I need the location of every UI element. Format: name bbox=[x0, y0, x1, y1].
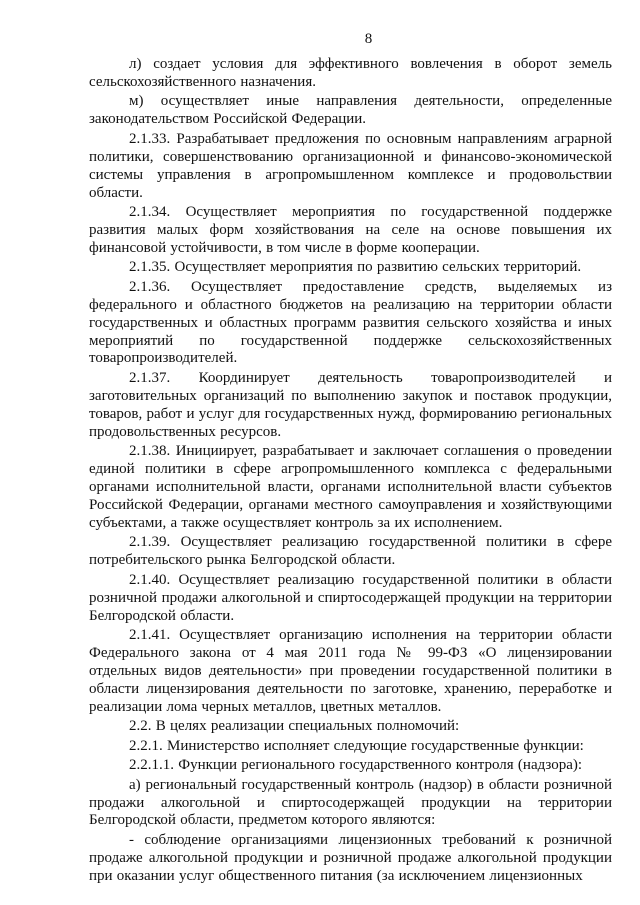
paragraph-dash-1: - соблюдение организациями лицензионных требований к розничной продаже алкогольной продукции и розничной продаже алкогольной продукции при оказании услуг общественного питания (за исключением лицензионных bbox=[89, 831, 612, 884]
paragraph-l: л) создает условия для эффективного вовлечения в оборот земель сельскохозяйственного назначения. bbox=[89, 56, 612, 90]
paragraph-2-1-39: 2.1.39. Осуществляет реализацию государственной политики в сфере потребительского рынка Белгородской области. bbox=[89, 534, 612, 569]
paragraph-2-1-41: 2.1.41. Осуществляет организацию исполнения на территории области Федерального закона от 4 мая 2011 года № 99-ФЗ «О лицензировании отдельных видов деятельности» при проведении государственной политики в области лицензирования деятельности по заготовке, хранению, переработке и реализации лома черных металлов, цветных металлов. bbox=[89, 627, 612, 715]
paragraph-2-1-37: 2.1.37. Координирует деятельность товаропроизводителей и заготовительных организаций по выполнению закупок и поставок продукции, товаров, работ и услуг для государственных нужд, формированию региональных продовольственных ресурсов. bbox=[89, 369, 612, 440]
page-number: 8 bbox=[364, 31, 373, 47]
paragraph-2-1-34: 2.1.34. Осуществляет мероприятия по государственной поддержке развития малых форм хозяйствования на селе на основе повышения их финансовой устойчивости, в том числе в форме кооперации. bbox=[89, 204, 612, 256]
paragraph-2-1-35: 2.1.35. Осуществляет мероприятия по развитию сельских территорий. bbox=[129, 259, 582, 276]
paragraph-2-1-33: 2.1.33. Разрабатывает предложения по основным направлениям аграрной политики, совершенствованию организационной и финансово-экономической системы управления в агропромышленном комплексе и продовольствии области. bbox=[89, 130, 612, 201]
paragraph-a: а) региональный государственный контроль (надзор) в области розничной продажи алкогольной и спиртосодержащей продукции на территории Белгородской области, предметом которого являются: bbox=[89, 776, 612, 829]
paragraph-2-2: 2.2. В целях реализации специальных полномочий: bbox=[129, 718, 460, 735]
paragraph-2-2-1: 2.2.1. Министерство исполняет следующие государственные функции: bbox=[129, 737, 584, 754]
paragraph-2-1-40: 2.1.40. Осуществляет реализацию государственной политики в области розничной продажи алкогольной и спиртосодержащей продукции на территории Белгородской области. bbox=[89, 571, 612, 624]
paragraph-2-1-36: 2.1.36. Осуществляет предоставление средств, выделяемых из федерального и областного бюджетов на реализацию на территории области государственных и областных программ развития сельского хозяйства и иных мероприятий по государственной поддержке сельскохозяйственных товаропроизводителей. bbox=[89, 278, 612, 367]
paragraph-2-2-1-1: 2.2.1.1. Функции регионального государственного контроля (надзора): bbox=[129, 757, 583, 774]
paragraph-2-1-38: 2.1.38. Инициирует, разрабатывает и заключает соглашения о проведении единой политики в сфере агропромышленного комплекса с федеральными органами исполнительной власти, органами исполнительной власти субъектов Российской Федерации, органами местного самоуправления и хозяйствующими субъектами, а также осуществляет контроль за их исполнением. bbox=[89, 443, 612, 531]
paragraph-m: м) осуществляет иные направления деятельности, определенные законодательством Российской Федерации. bbox=[89, 93, 612, 128]
